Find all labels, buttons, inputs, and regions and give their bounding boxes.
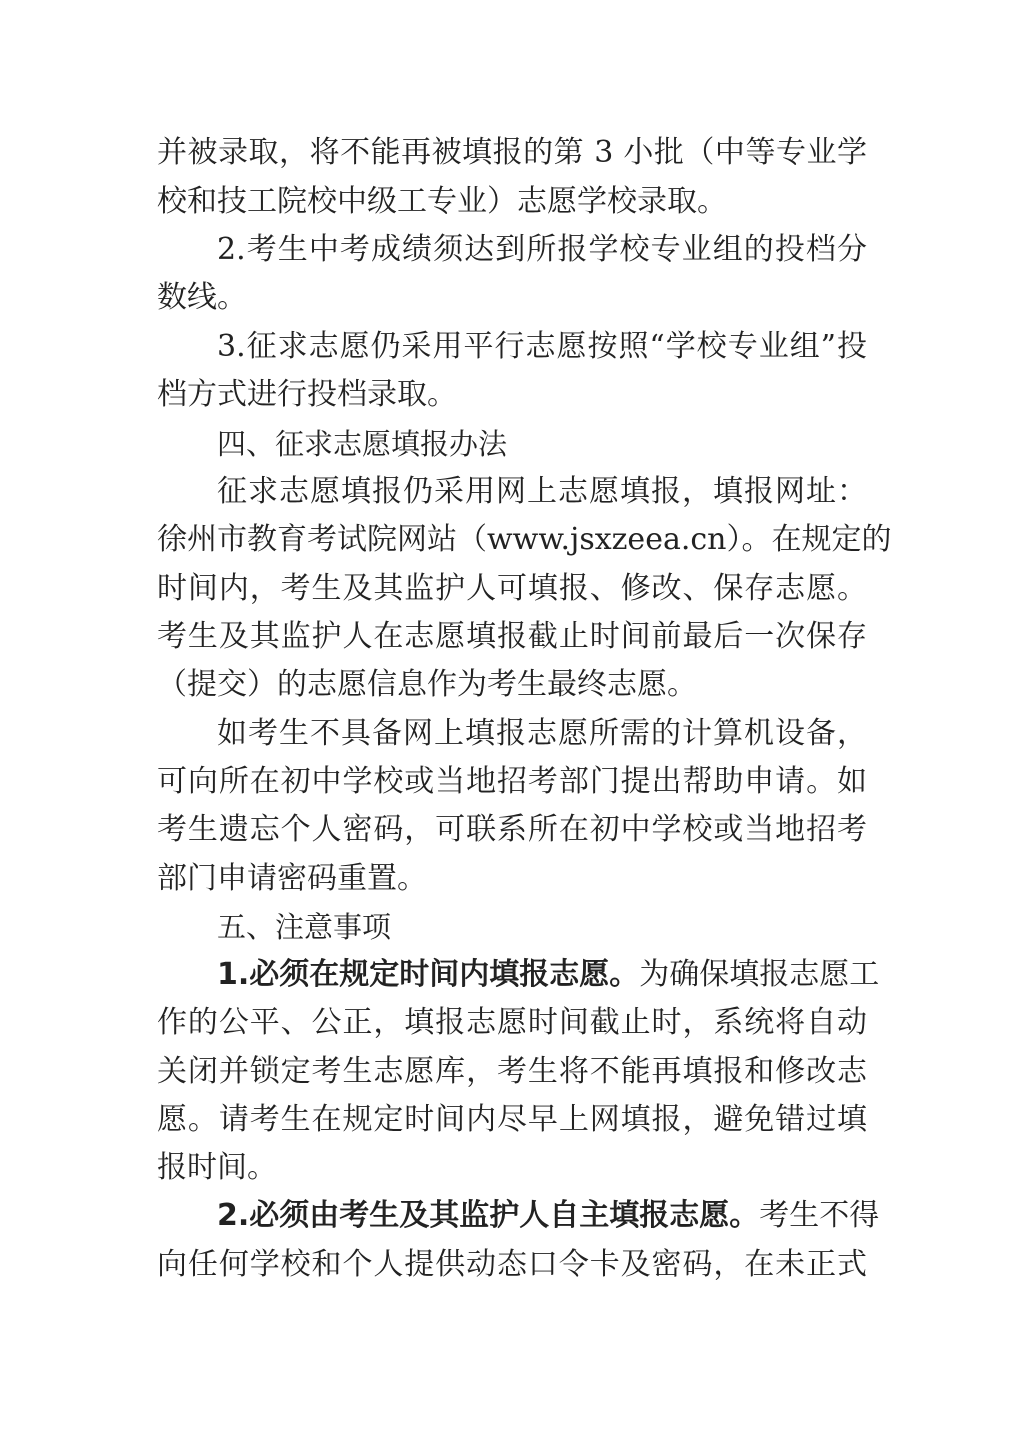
section-heading-4: 四、征求志愿填报办法 (217, 427, 508, 461)
paragraph-6-line-3: 关闭并锁定考生志愿库，考生将不能再填报和修改志 (157, 1054, 867, 1089)
paragraph-7-line-1 (217, 1196, 880, 1236)
paragraph-6-line-2: 作的公平、公正，填报志愿时间截止时，系统将自动 (157, 1005, 867, 1040)
paragraph-4-line-1: 征求志愿填报仍采用网上志愿填报，填报网址： (217, 474, 867, 509)
paragraph-6-line-4: 愿。请考生在规定时间内尽早上网填报，避免错过填 (157, 1102, 867, 1137)
paragraph-4-line-4: 考生及其监护人在志愿填报截止时间前最后一次保存 (157, 619, 867, 654)
section-heading-5: 五、注意事项 (217, 910, 392, 944)
paragraph-4-line-2: 徐州市教育考试院网站（www.jsxzeea.cn）。在规定的 (157, 522, 892, 557)
paragraph-6-line-1 (217, 955, 880, 995)
paragraph-6-line-1-rest: 为确保填报志愿工 (639, 957, 880, 992)
paragraph-4-line-5: （提交）的志愿信息作为考生最终志愿。 (157, 667, 697, 702)
paragraph-7-bold-lead: 2.必须由考生及其监护人自主填报志愿。 (217, 1198, 760, 1233)
paragraph-5-line-4: 部门申请密码重置。 (157, 861, 427, 896)
paragraph-7-line-2: 向任何学校和个人提供动态口令卡及密码，在未正式 (157, 1247, 867, 1282)
paragraph-7-line-1-rest: 考生不得 (759, 1198, 880, 1233)
paragraph-5-line-2: 可向所在初中学校或当地招考部门提出帮助申请。如 (157, 764, 867, 799)
paragraph-4-line-3: 时间内，考生及其监护人可填报、修改、保存志愿。 (157, 571, 867, 606)
paragraph-1-line-1: 并被录取，将不能再被填报的第 3 小批（中等专业学 (157, 135, 867, 170)
paragraph-2-line-1: 2.考生中考成绩须达到所报学校专业组的投档分 (217, 232, 867, 267)
paragraph-3-line-2: 档方式进行投档录取。 (157, 377, 457, 412)
paragraph-6-bold-lead: 1.必须在规定时间内填报志愿。 (217, 957, 640, 992)
paragraph-5-line-3: 考生遗忘个人密码，可联系所在初中学校或当地招考 (157, 812, 867, 847)
paragraph-1-line-2: 校和技工院校中级工专业）志愿学校录取。 (157, 184, 727, 219)
paragraph-3-line-1: 3.征求志愿仍采用平行志愿按照“学校专业组”投 (217, 329, 867, 364)
paragraph-5-line-1: 如考生不具备网上填报志愿所需的计算机设备， (217, 716, 867, 751)
paragraph-6-line-5: 报时间。 (157, 1150, 277, 1185)
paragraph-2-line-2: 数线。 (157, 280, 247, 315)
